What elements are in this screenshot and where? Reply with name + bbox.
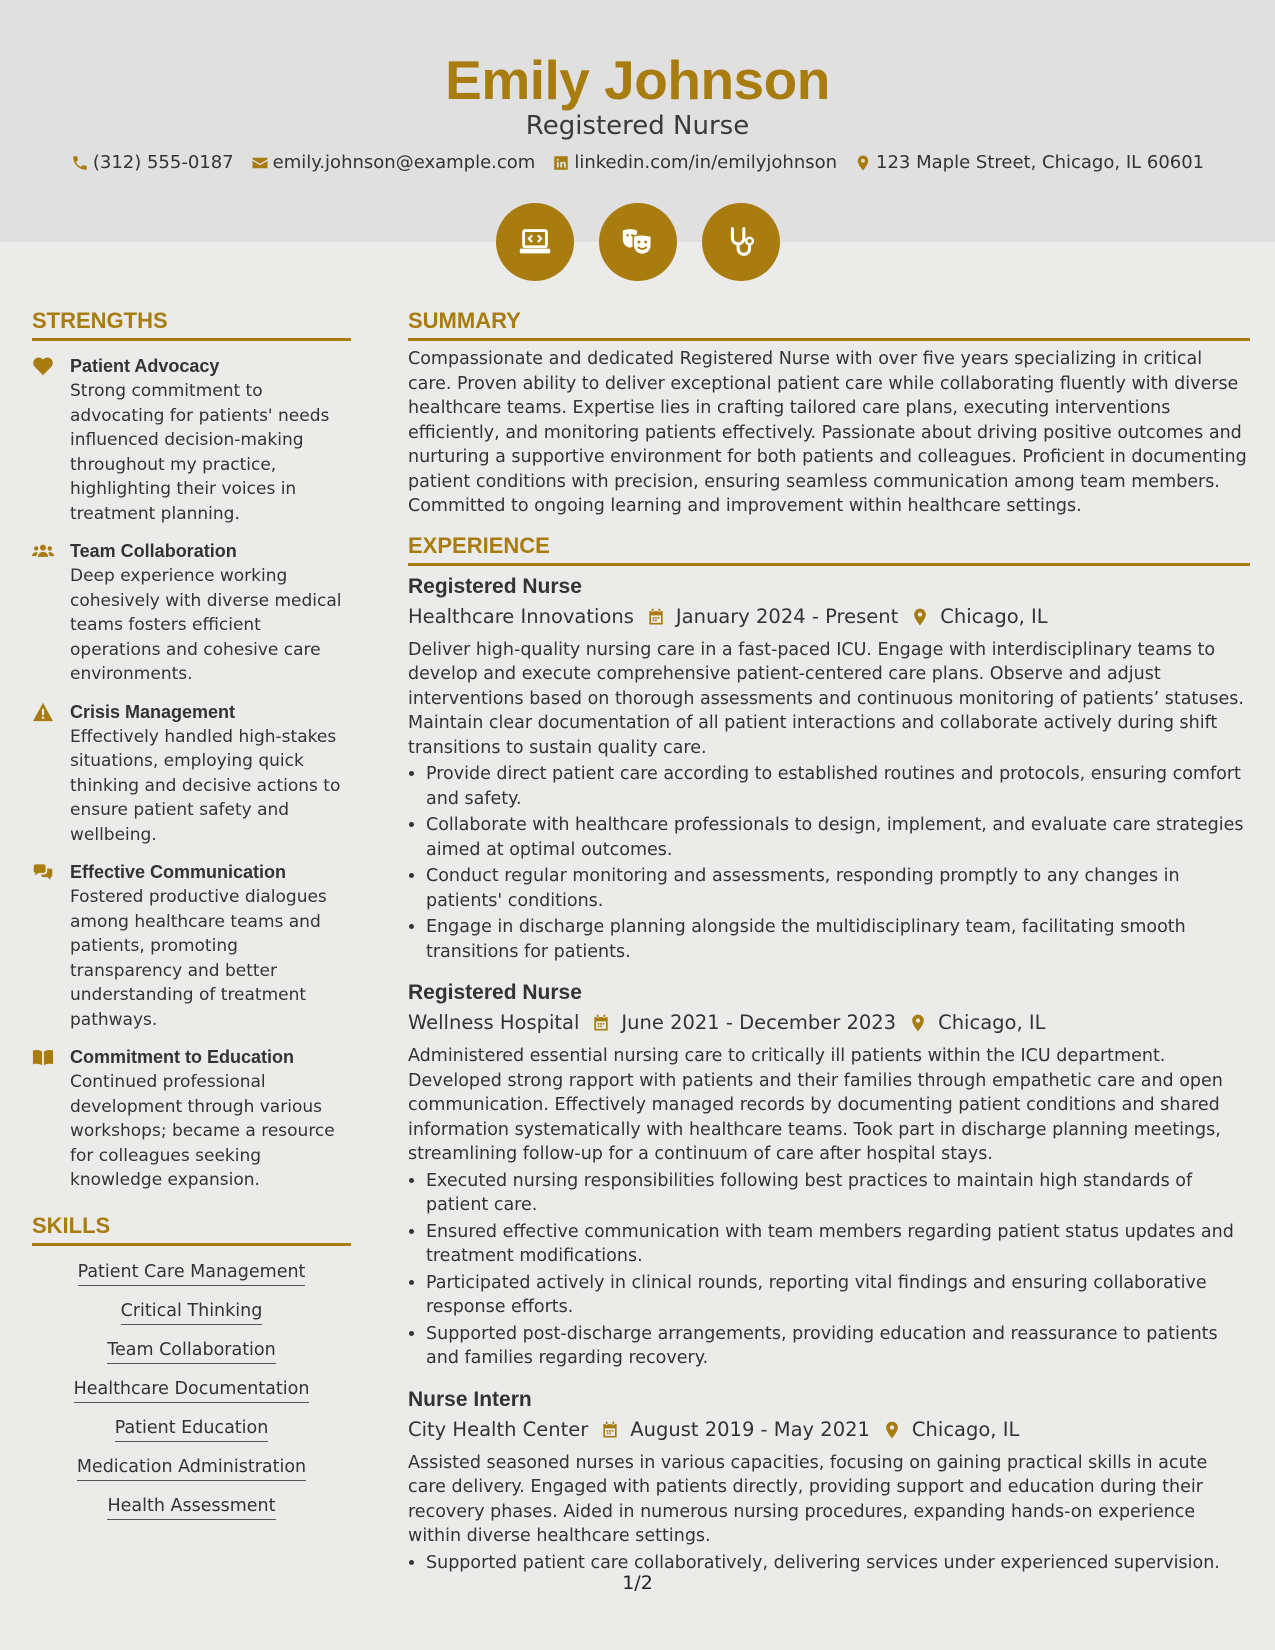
job-description: Assisted seasoned nurses in various capacities, focusing on gaining practical skills in acute care delivery. Engaged with patients directly, providing support and education during their recovery phases. Aided in numerous nursing procedures, expanding hands-on experience within diverse healthcare settings. (408, 1452, 1208, 1546)
strength-item (32, 700, 351, 848)
job-location: Chicago, IL (938, 1011, 1046, 1034)
strength-item (32, 1045, 351, 1193)
skill-item: Healthcare Documentation (74, 1379, 310, 1403)
job-title: Nurse Intern (408, 1387, 532, 1411)
job-meta (408, 602, 1250, 632)
job-bullets (426, 762, 1250, 964)
page-number: 1/2 (622, 1572, 653, 1594)
strength-title: Crisis Management (70, 701, 236, 722)
left-column (32, 308, 351, 1531)
calendar-icon (646, 607, 666, 627)
contact-email[interactable] (251, 152, 536, 173)
skill-item: Patient Education (115, 1418, 269, 1442)
job-bullet: • Supported post-discharge arrangements, providing education and reassurance to patients and families regarding recovery. (426, 1322, 1250, 1371)
phone-text: (312) 555-0187 (92, 152, 234, 173)
skill-item: Medication Administration (77, 1457, 306, 1481)
theater-masks-icon (619, 223, 657, 261)
right-column (408, 308, 1250, 1575)
book-icon (32, 1047, 54, 1067)
job-meta (408, 1008, 1250, 1038)
hobby-circle-coding (496, 203, 574, 281)
comments-icon (32, 862, 54, 882)
map-pin-icon (908, 1013, 928, 1033)
skill-item: Patient Care Management (78, 1262, 306, 1286)
calendar-icon (591, 1013, 611, 1033)
contact-phone (71, 152, 234, 173)
map-pin-icon (882, 1420, 902, 1440)
strength-desc: Continued professional development through various workshops; became a resource for colleagues seeking knowledge expansion. (70, 1072, 335, 1190)
strength-item (32, 539, 351, 687)
skills-heading: SKILLS (32, 1213, 351, 1246)
email-text[interactable]: emily.johnson@example.com (272, 152, 536, 173)
job-bullet: • Provide direct patient care according to established routines and protocols, ensuring comfort and safety. (426, 762, 1250, 811)
address-text: 123 Maple Street, Chicago, IL 60601 (876, 152, 1205, 173)
contact-linkedin[interactable] (552, 152, 837, 173)
map-pin-icon (910, 607, 930, 627)
skill-item: Team Collaboration (107, 1340, 275, 1364)
job-bullet: • Participated actively in clinical rounds, reporting vital findings and ensuring collaborative response efforts. (426, 1271, 1250, 1320)
experience-heading: EXPERIENCE (408, 533, 1250, 566)
job-company: Wellness Hospital (408, 1011, 580, 1034)
heart-icon (32, 356, 54, 376)
hobby-circle-medicine (702, 203, 780, 281)
contact-bar (0, 152, 1275, 173)
job-entry (408, 572, 1250, 965)
hobby-icons-row (0, 203, 1275, 281)
job-company: Healthcare Innovations (408, 604, 634, 628)
summary-heading: SUMMARY (408, 308, 1250, 341)
job-bullet: • Conduct regular monitoring and assessments, responding promptly to any changes in patients' conditions. (426, 864, 1250, 913)
job-meta (408, 1415, 1250, 1445)
skill-item: Health Assessment (107, 1496, 275, 1520)
laptop-code-icon (516, 223, 554, 261)
summary-text: Compassionate and dedicated Registered Nurse with over five years specializing in critical care. Proven ability to deliver exceptional patient care while collaborating fluently with diverse healthcare teams. Expertise lies in crafting tailored care plans, executing interventions efficiently, and monitoring patients effectively. Passionate about driving positive outcomes and nurturing a supportive environment for both patients and colleagues. Proficient in documenting patient conditions with precision, ensuring seamless communication among team members. Committed to ongoing learning and improvement within healthcare settings. (408, 349, 1247, 516)
linkedin-icon (552, 154, 570, 172)
users-icon (32, 541, 54, 561)
job-location: Chicago, IL (940, 604, 1048, 628)
strength-desc: Strong commitment to advocating for patients' needs influenced decision-making throughout my practice, highlighting their voices in treatment planning. (70, 381, 330, 524)
job-entry (408, 1385, 1250, 1576)
warning-icon (32, 702, 54, 722)
hobby-circle-theater (599, 203, 677, 281)
job-description: Administered essential nursing care to critically ill patients within the ICU department. Developed strong rapport with patients and their families through empathetic care and open communication. Effectively managed records by documenting patient conditions and shared information systematically with healthcare teams. Took part in discharge planning meetings, streamlining follow-up for a continuum of care after hospital stays. (408, 1046, 1223, 1164)
strength-desc: Deep experience working cohesively with diverse medical teams fosters efficient operations and cohesive care environments. (70, 566, 342, 684)
skill-item: Critical Thinking (121, 1301, 263, 1325)
strength-title: Team Collaboration (70, 541, 237, 561)
job-company: City Health Center (408, 1417, 589, 1441)
strength-item (32, 354, 351, 526)
job-title: Registered Nurse (408, 574, 582, 598)
strengths-heading: STRENGTHS (32, 308, 351, 341)
envelope-icon (251, 154, 269, 172)
strength-title: Patient Advocacy (70, 356, 220, 376)
strength-title: Commitment to Education (70, 1047, 294, 1067)
job-location: Chicago, IL (911, 1417, 1020, 1441)
job-bullet: • Engage in discharge planning alongside the multidisciplinary team, facilitating smooth transitions for patients. (426, 915, 1250, 964)
job-bullet: • Executed nursing responsibilities following best practices to maintain high standards of patient care. (426, 1169, 1250, 1218)
strength-item (32, 860, 351, 1032)
strength-title: Effective Communication (70, 862, 287, 882)
skills-list (32, 1258, 351, 1531)
job-title: Registered Nurse (408, 981, 582, 1004)
linkedin-text[interactable]: linkedin.com/in/emilyjohnson (574, 152, 838, 173)
job-dates: January 2024 - Present (675, 604, 899, 628)
stethoscope-icon (722, 223, 760, 261)
job-bullet: • Collaborate with healthcare professionals to design, implement, and evaluate care strategies aimed at optimal outcomes. (426, 813, 1250, 862)
map-pin-icon (854, 154, 872, 172)
job-dates: June 2021 - December 2023 (621, 1011, 897, 1034)
job-bullet: • Supported patient care collaboratively, delivering services under experienced supervision. (426, 1551, 1250, 1576)
job-dates: August 2019 - May 2021 (630, 1417, 870, 1441)
strength-desc: Effectively handled high-stakes situations, employing quick thinking and decisive actions to ensure patient safety and wellbeing. (70, 726, 341, 845)
job-entry (408, 978, 1250, 1371)
job-description: Deliver high-quality nursing care in a fast-paced ICU. Engage with interdisciplinary teams to develop and execute comprehensive patient-centered care plans. Observe and adjust interventions based on thorough assessments and continuous monitoring of patients’ statuses. Maintain clear documentation of all patient interactions and collaborate actively during shift transitions to sustain quality care. (408, 639, 1244, 758)
job-bullet: • Ensured effective communication with team members regarding patient status updates and treatment modifications. (426, 1220, 1250, 1269)
candidate-name: Emily Johnson (445, 49, 830, 111)
phone-icon (71, 154, 89, 172)
candidate-role: Registered Nurse (525, 111, 750, 141)
calendar-icon (600, 1420, 620, 1440)
contact-address (854, 152, 1204, 173)
strength-desc: Fostered productive dialogues among healthcare teams and patients, promoting transparency and better understanding of treatment pathways. (70, 887, 327, 1030)
job-bullets (426, 1169, 1250, 1371)
